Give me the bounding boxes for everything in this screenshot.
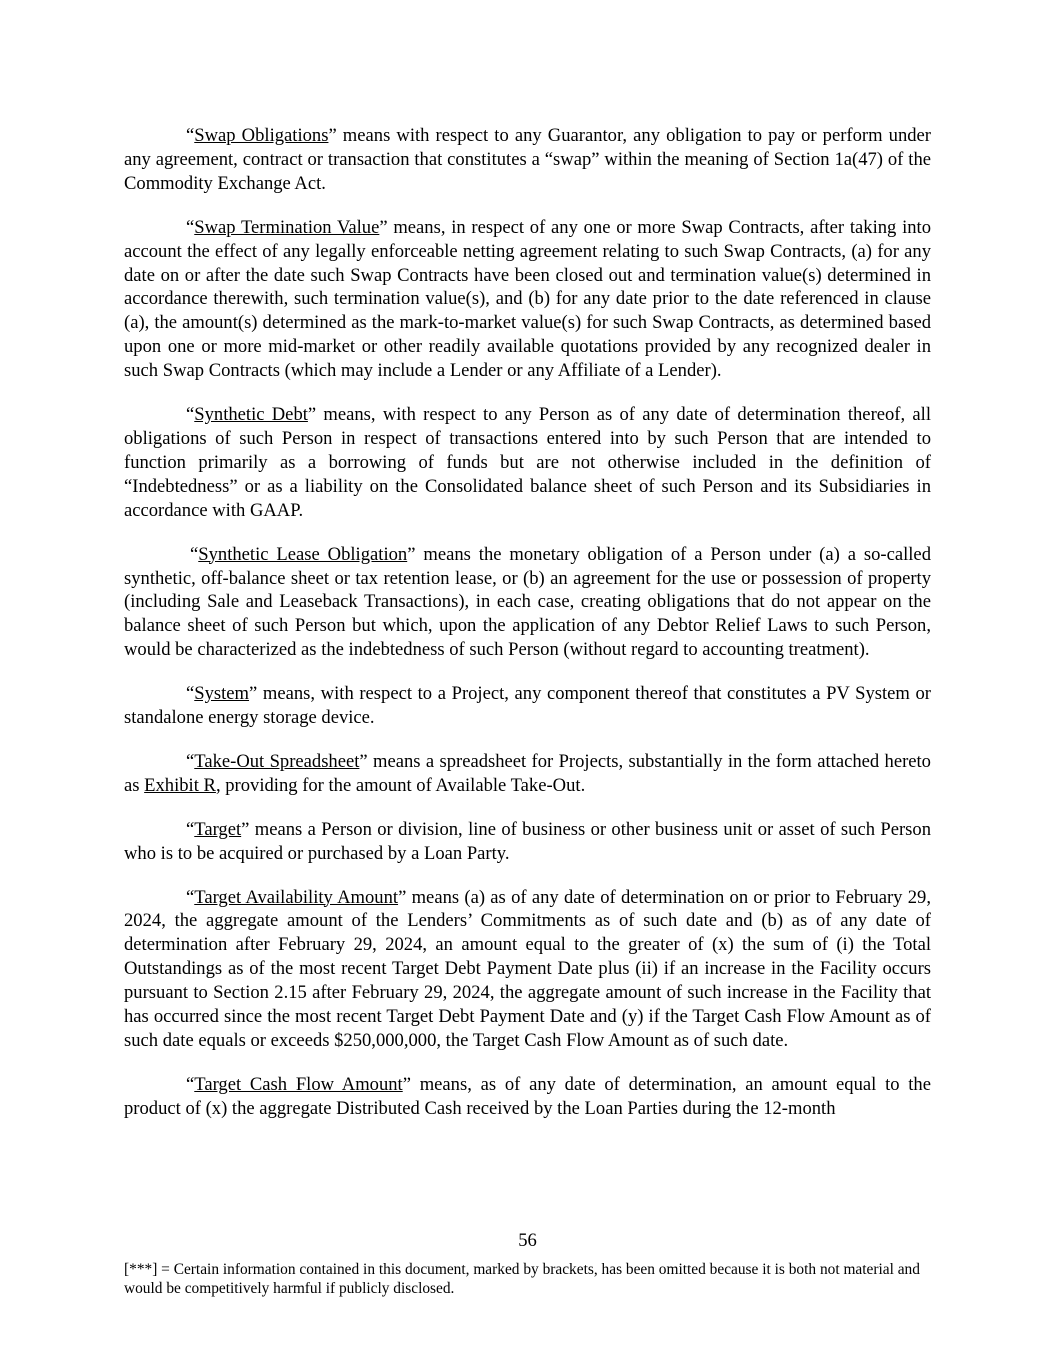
defined-term: Swap Obligations [194,125,329,146]
definition-text: ” means, as of any date of determination, an amount equal to the product of (x) the aggregate Distributed Cash received by the Loan Parties during the 12-month [124,1073,931,1119]
definition-swap-obligations [124,124,931,196]
definition-synthetic-debt [124,403,931,523]
open-quote: “ [186,216,195,238]
open-quote: “ [186,404,195,426]
definition-target [124,818,931,866]
definition-text: ” means, with respect to any Person as of any date of determination thereof, all obligations of such Person in respect of transactions entered into by such Person that are intended to function primarily as a borrowing of funds but are not otherwise included in the definition of “Indebtedness” or as a liability on the Consolidated balance sheet of such Person and its Subsidiaries in accordance with GAAP. [124,404,931,521]
redaction-footnote: [***] = Certain information contained in this document, marked by brackets, has been omitted because it is both not material and would be competitively harmful if publicly disclosed. [124,1261,920,1297]
open-quote: “ [186,125,195,146]
document-body [124,124,931,1141]
defined-term: Synthetic Debt [194,404,308,426]
defined-term: Swap Termination Value [194,216,380,238]
definition-system [124,682,931,730]
open-quote: “ [190,543,199,565]
definition-swap-termination-value [124,216,931,383]
definition-text: ” means the monetary obligation of a Person under (a) a so-called synthetic, off-balance sheet or tax retention lease, or (b) an agreement for the use or possession of property (including Sale and Leaseback Transactions), in each case, creating obligations that do not appear on the balance sheet of such Person but which, upon the application of any Debtor Relief Laws to such Person, would be characterized as the indebtedness of such Person (without regard to accounting treatment). [124,543,931,661]
defined-term: Target [194,818,242,840]
defined-term: System [194,683,250,705]
defined-term: Take-Out Spreadsheet [194,750,360,772]
page-number: 56 [518,1230,537,1251]
definition-text: ” means a spreadsheet for Projects, substantially in the form attached hereto as [124,750,931,796]
definition-text: ” means (a) as of any date of determination on or prior to February 29, 2024, the aggregate amount of the Lenders’ Commitments as of such date and (b) as of any date of determination after February 29, 2024, an amount equal to the greater of (x) the sum of (i) the Total Outstandings as of the most recent Target Debt Payment Date plus (ii) if an increase in the Facility occurs pursuant to Section 2.15 after February 29, 2024, the aggregate amount of such increase in the Facility that has occurred since the most recent Target Debt Payment Date and (y) if the Target Cash Flow Amount as of such date equals or exceeds $250,000,000, the Target Cash Flow Amount as of such date. [124,886,932,1051]
open-quote: “ [186,886,195,908]
open-quote: “ [186,750,195,772]
definition-text: ” means with respect to any Guarantor, any obligation to pay or perform under any agreement, contract or transaction that constitutes a “swap” within the meaning of Section 1a(47) of the Commodity Exchange Act. [124,125,931,194]
open-quote: “ [186,683,195,705]
definition-target-cash-flow-amount [124,1073,931,1121]
definition-text: ” means a Person or division, line of business or other business unit or asset of such Person who is to be acquired or purchased by a Loan Party. [124,818,931,864]
defined-term: Synthetic Lease Obligation [198,543,408,565]
definition-text: , providing for the amount of Available Take-Out. [215,774,586,796]
definition-synthetic-lease-obligation [124,543,931,663]
definition-take-out-spreadsheet [124,750,931,798]
definition-target-availability-amount [124,886,931,1053]
defined-term: Target Availability Amount [194,886,399,908]
exhibit-reference: Exhibit R [144,774,216,796]
defined-term: Target Cash Flow Amount [194,1073,403,1095]
open-quote: “ [186,1073,195,1095]
definition-text: ” means, in respect of any one or more Swap Contracts, after taking into account the effect of any legally enforceable netting agreement relating to such Swap Contracts, (a) for any date on or after the date such Swap Contracts have been closed out and termination value(s) determined in accordance therewith, such termination value(s), and (b) for any date prior to the date referenced in clause (a), the amount(s) determined as the mark-to-market value(s) for such Swap Contracts, as determined based upon one or more mid-market or other readily available quotations provided by any recognized dealer in such Swap Contracts (which may include a Lender or any Affiliate of a Lender). [124,216,931,382]
open-quote: “ [186,818,195,840]
definition-text: ” means, with respect to a Project, any component thereof that constitutes a PV System or standalone energy storage device. [124,683,931,729]
